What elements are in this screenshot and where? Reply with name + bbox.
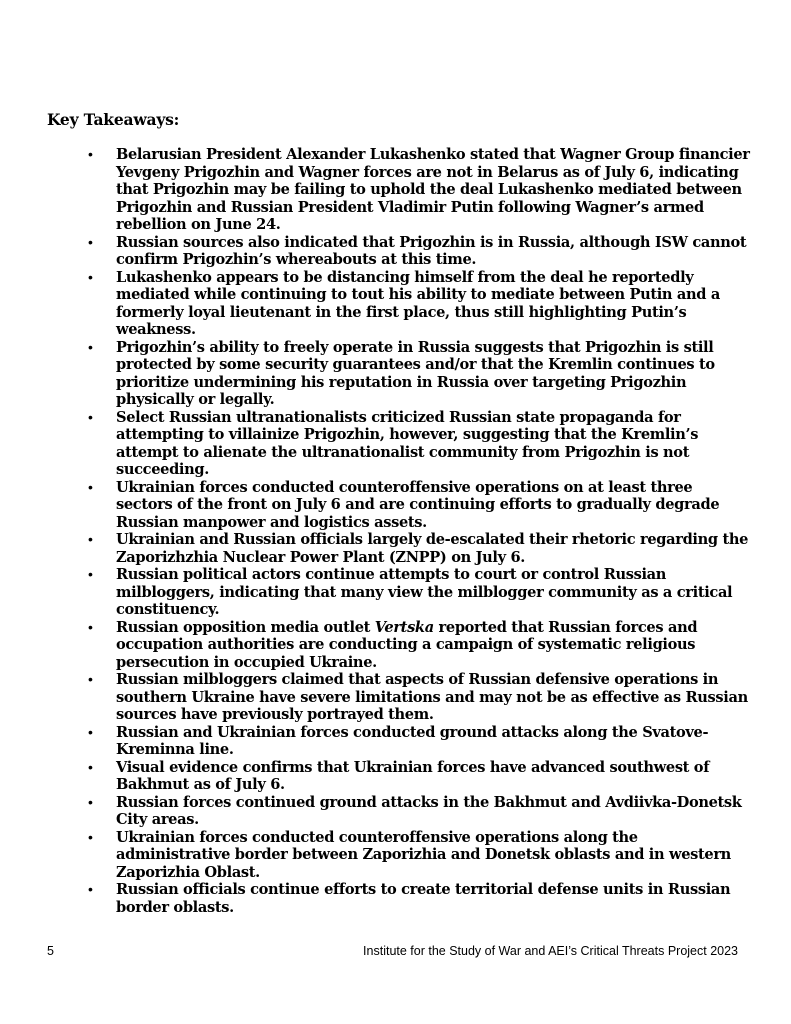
takeaway-item bbox=[88, 409, 753, 479]
key-takeaways-list bbox=[88, 146, 753, 916]
takeaway-text: Russian and Ukrainian forces conducted ground attacks along the Svatove-Kreminna line. bbox=[116, 723, 709, 758]
bullet-icon: • bbox=[88, 146, 93, 162]
takeaway-text: Ukrainian forces conducted counteroffensive operations along the administrative border between Zaporizhia and Donetsk oblasts and in western Zaporizhia Oblast. bbox=[116, 828, 731, 881]
bullet-icon: • bbox=[88, 758, 93, 775]
takeaway-text: Belarusian President Alexander Lukashenko stated that Wagner Group financier Yevgeny Prigozhin and Wagner forces are not in Belarus as of July 6, indicating that Prigozhin may be failing to uphold the deal Lukashenko mediated between Prigozhin and Russian President Vladimir Putin following Wagner’s armed rebellion on June 24. bbox=[116, 146, 750, 233]
takeaway-item bbox=[88, 339, 753, 409]
takeaway-item bbox=[88, 531, 753, 566]
bullet-icon: • bbox=[88, 566, 93, 582]
bullet-icon: • bbox=[88, 793, 93, 810]
takeaway-item bbox=[88, 829, 753, 882]
bullet-icon: • bbox=[88, 671, 93, 687]
takeaway-text: Russian officials continue efforts to create territorial defense units in Russian border oblasts. bbox=[116, 881, 731, 916]
takeaway-text: Prigozhin’s ability to freely operate in Russia suggests that Prigozhin is still protected by some security guarantees and/or that the Kremlin continues to prioritize undermining his reputation in Russia over targeting Prigozhin physically or legally. bbox=[116, 338, 715, 408]
takeaway-item bbox=[88, 671, 753, 724]
takeaway-text: Visual evidence confirms that Ukrainian forces have advanced southwest of Bakhmut as of July 6. bbox=[116, 758, 710, 793]
bullet-icon: • bbox=[88, 531, 93, 547]
takeaway-item bbox=[88, 234, 753, 269]
takeaway-item bbox=[88, 794, 753, 829]
takeaway-item bbox=[88, 619, 753, 672]
takeaway-text: Russian sources also indicated that Prigozhin is in Russia, although ISW cannot confirm Prigozhin’s whereabouts at this time. bbox=[116, 233, 747, 268]
section-heading: Key Takeaways: bbox=[47, 110, 180, 129]
takeaway-text bbox=[116, 619, 697, 671]
bullet-icon: • bbox=[88, 268, 93, 285]
takeaway-text: Russian political actors continue attempts to court or control Russian milbloggers, indicating that many view the milblogger community as a critical constituency. bbox=[116, 566, 733, 618]
takeaway-item bbox=[88, 566, 753, 619]
bullet-icon: • bbox=[88, 618, 93, 635]
takeaway-text: Russian milbloggers claimed that aspects of Russian defensive operations in southern Ukraine have severe limitations and may not be as effective as Russian sources have previously portrayed them. bbox=[116, 671, 748, 723]
takeaway-text: Select Russian ultranationalists criticized Russian state propaganda for attempting to villainize Prigozhin, however, suggesting that the Kremlin’s attempt to alienate the ultranationalist community from Prigozhin is not succeeding. bbox=[116, 408, 699, 478]
bullet-icon: • bbox=[88, 881, 93, 897]
takeaway-text: Russian forces continued ground attacks in the Bakhmut and Avdiivka-Donetsk City areas. bbox=[116, 793, 742, 828]
takeaway-text: Lukashenko appears to be distancing himself from the deal he reportedly mediated while continuing to tout his ability to mediate between Putin and a formerly loyal lieutenant in the first place, thus still highlighting Putin’s weakness. bbox=[116, 268, 720, 338]
takeaway-text-part: reported that Russian forces and occupation authorities are conducting a campaign of systematic religious persecution in occupied Ukraine. bbox=[116, 618, 698, 671]
footer-credit: Institute for the Study of War and AEI’s Critical Threats Project 2023 bbox=[363, 944, 738, 958]
takeaway-item bbox=[88, 759, 753, 794]
takeaway-text-part: Russian opposition media outlet bbox=[116, 618, 375, 636]
takeaway-item bbox=[88, 146, 753, 234]
bullet-icon: • bbox=[88, 828, 93, 845]
bullet-icon: • bbox=[88, 723, 93, 740]
page-number: 5 bbox=[47, 944, 54, 958]
takeaway-item bbox=[88, 724, 753, 759]
bullet-icon: • bbox=[88, 478, 93, 495]
takeaway-item bbox=[88, 479, 753, 532]
takeaway-item bbox=[88, 881, 753, 916]
takeaway-text: Ukrainian forces conducted counteroffensive operations on at least three sectors of the front on July 6 and are continuing efforts to gradually degrade Russian manpower and logistics assets. bbox=[116, 478, 720, 531]
takeaway-item bbox=[88, 269, 753, 339]
bullet-icon: • bbox=[88, 338, 93, 355]
bullet-icon: • bbox=[88, 233, 93, 250]
bullet-icon: • bbox=[88, 408, 93, 425]
outlet-name: Vertska bbox=[374, 618, 434, 636]
takeaway-text: Ukrainian and Russian officials largely de-escalated their rhetoric regarding the Zaporizhzhia Nuclear Power Plant (ZNPP) on July 6. bbox=[116, 531, 749, 566]
